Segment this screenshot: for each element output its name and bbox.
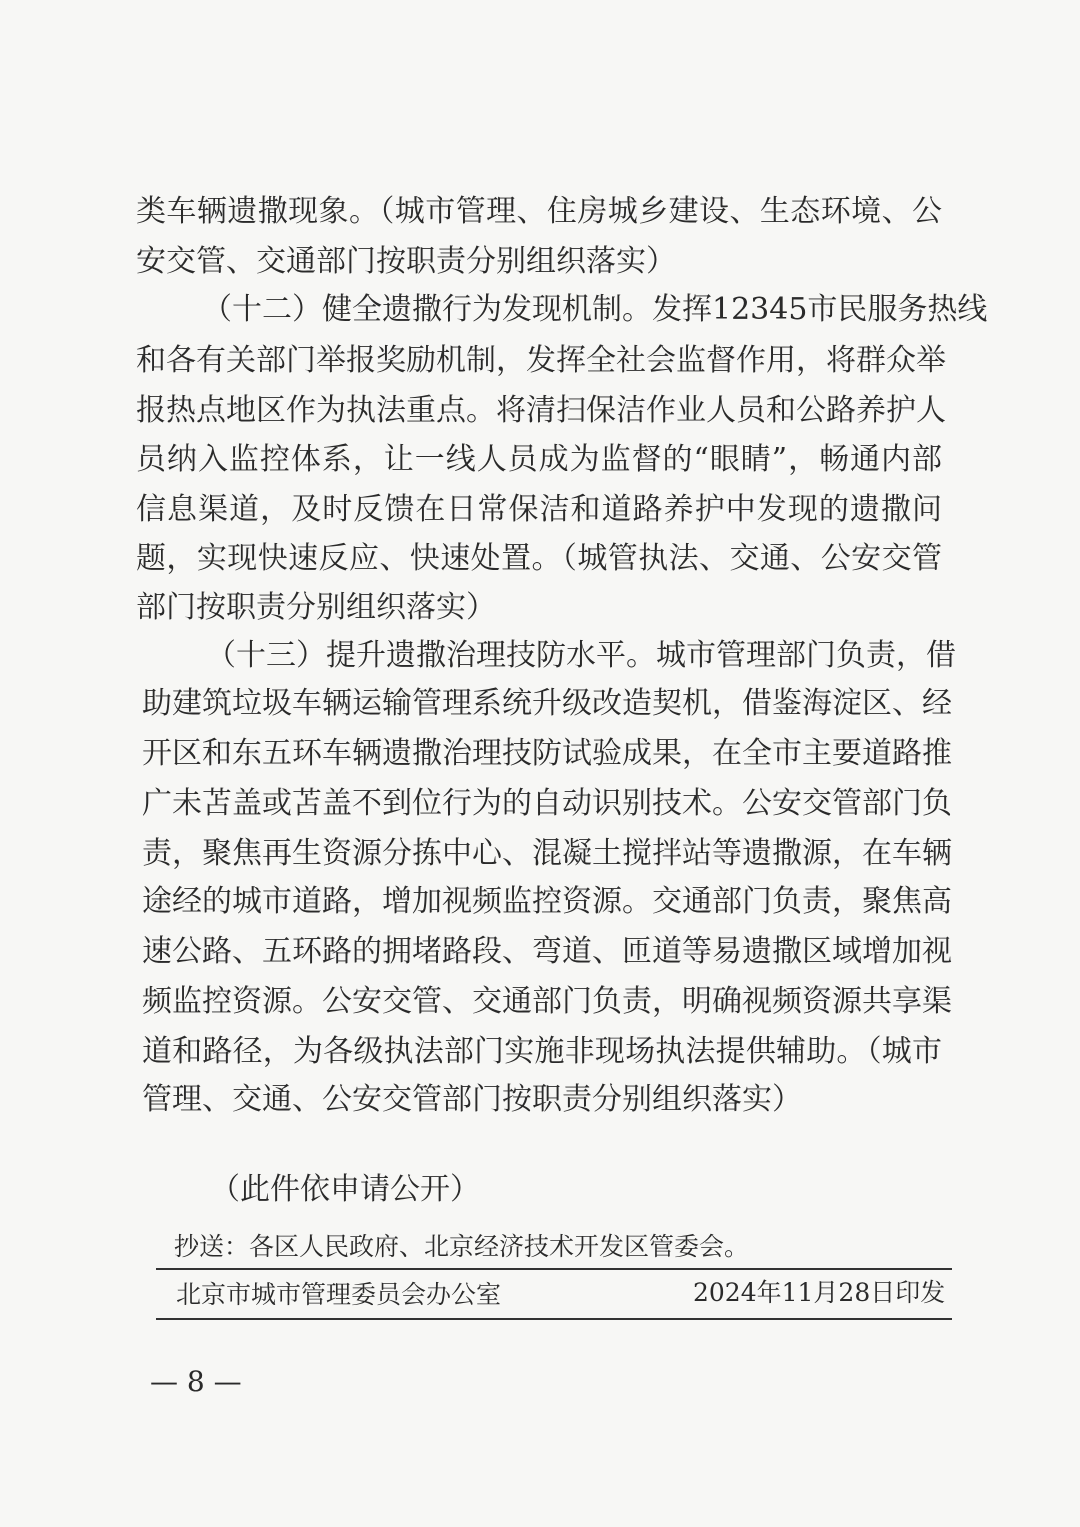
- issuer: 北京市城市管理委员会办公室: [176, 1280, 502, 1309]
- body-line: 和各有关部门举报奖励机制，发挥全社会监督作用，将群众举: [136, 343, 946, 378]
- body-line: 道和路径，为各级执法部门实施非现场执法提供辅助。（城市: [142, 1034, 942, 1069]
- divider-bottom: [156, 1318, 952, 1320]
- body-line: 部门按职责分别组织落实）: [136, 590, 496, 625]
- body-line: 速公路、五环路的拥堵路段、弯道、匝道等易遗撒区域增加视: [142, 934, 952, 969]
- body-line: 员纳入监控体系，让一线人员成为监督的“眼睛”，畅通内部: [136, 442, 942, 477]
- cc-line: 抄送：各区人民政府、北京经济技术开发区管委会。: [174, 1232, 750, 1261]
- body-line: 管理、交通、公安交管部门按职责分别组织落实）: [142, 1082, 802, 1117]
- body-line: 广未苫盖或苫盖不到位行为的自动识别技术。公安交管部门负: [142, 786, 952, 821]
- body-line: 助建筑垃圾车辆运输管理系统升级改造契机，借鉴海淀区、经: [142, 686, 952, 721]
- body-line: 报热点地区作为执法重点。将清扫保洁作业人员和公路养护人: [136, 393, 946, 428]
- body-line: 频监控资源。公安交管、交通部门负责，明确视频资源共享渠: [142, 984, 952, 1019]
- body-line: 类车辆遗撒现象。（城市管理、住房城乡建设、生态环境、公: [136, 194, 942, 229]
- section-12-heading-line: （十二）健全遗撒行为发现机制。发挥12345市民服务热线: [202, 292, 988, 327]
- body-line: 途经的城市道路，增加视频监控资源。交通部门负责，聚焦高: [142, 884, 952, 919]
- body-line: 安交管、交通部门按职责分别组织落实）: [136, 244, 676, 279]
- divider-top: [156, 1268, 952, 1270]
- body-line: 题，实现快速反应、快速处置。（城管执法、交通、公安交管: [136, 541, 942, 576]
- body-line: 信息渠道，及时反馈在日常保洁和道路养护中发现的遗撒问: [136, 492, 942, 527]
- disclosure-note: （此件依申请公开）: [210, 1172, 480, 1207]
- issue-date: 2024年11月28日印发: [693, 1278, 946, 1307]
- body-line: 责，聚焦再生资源分拣中心、混凝土搅拌站等遗撒源，在车辆: [142, 836, 952, 871]
- page-number: — 8 —: [150, 1365, 242, 1398]
- section-13-heading-line: （十三）提升遗撒治理技防水平。城市管理部门负责，借: [206, 638, 956, 673]
- body-line: 开区和东五环车辆遗撒治理技防试验成果，在全市主要道路推: [142, 736, 952, 771]
